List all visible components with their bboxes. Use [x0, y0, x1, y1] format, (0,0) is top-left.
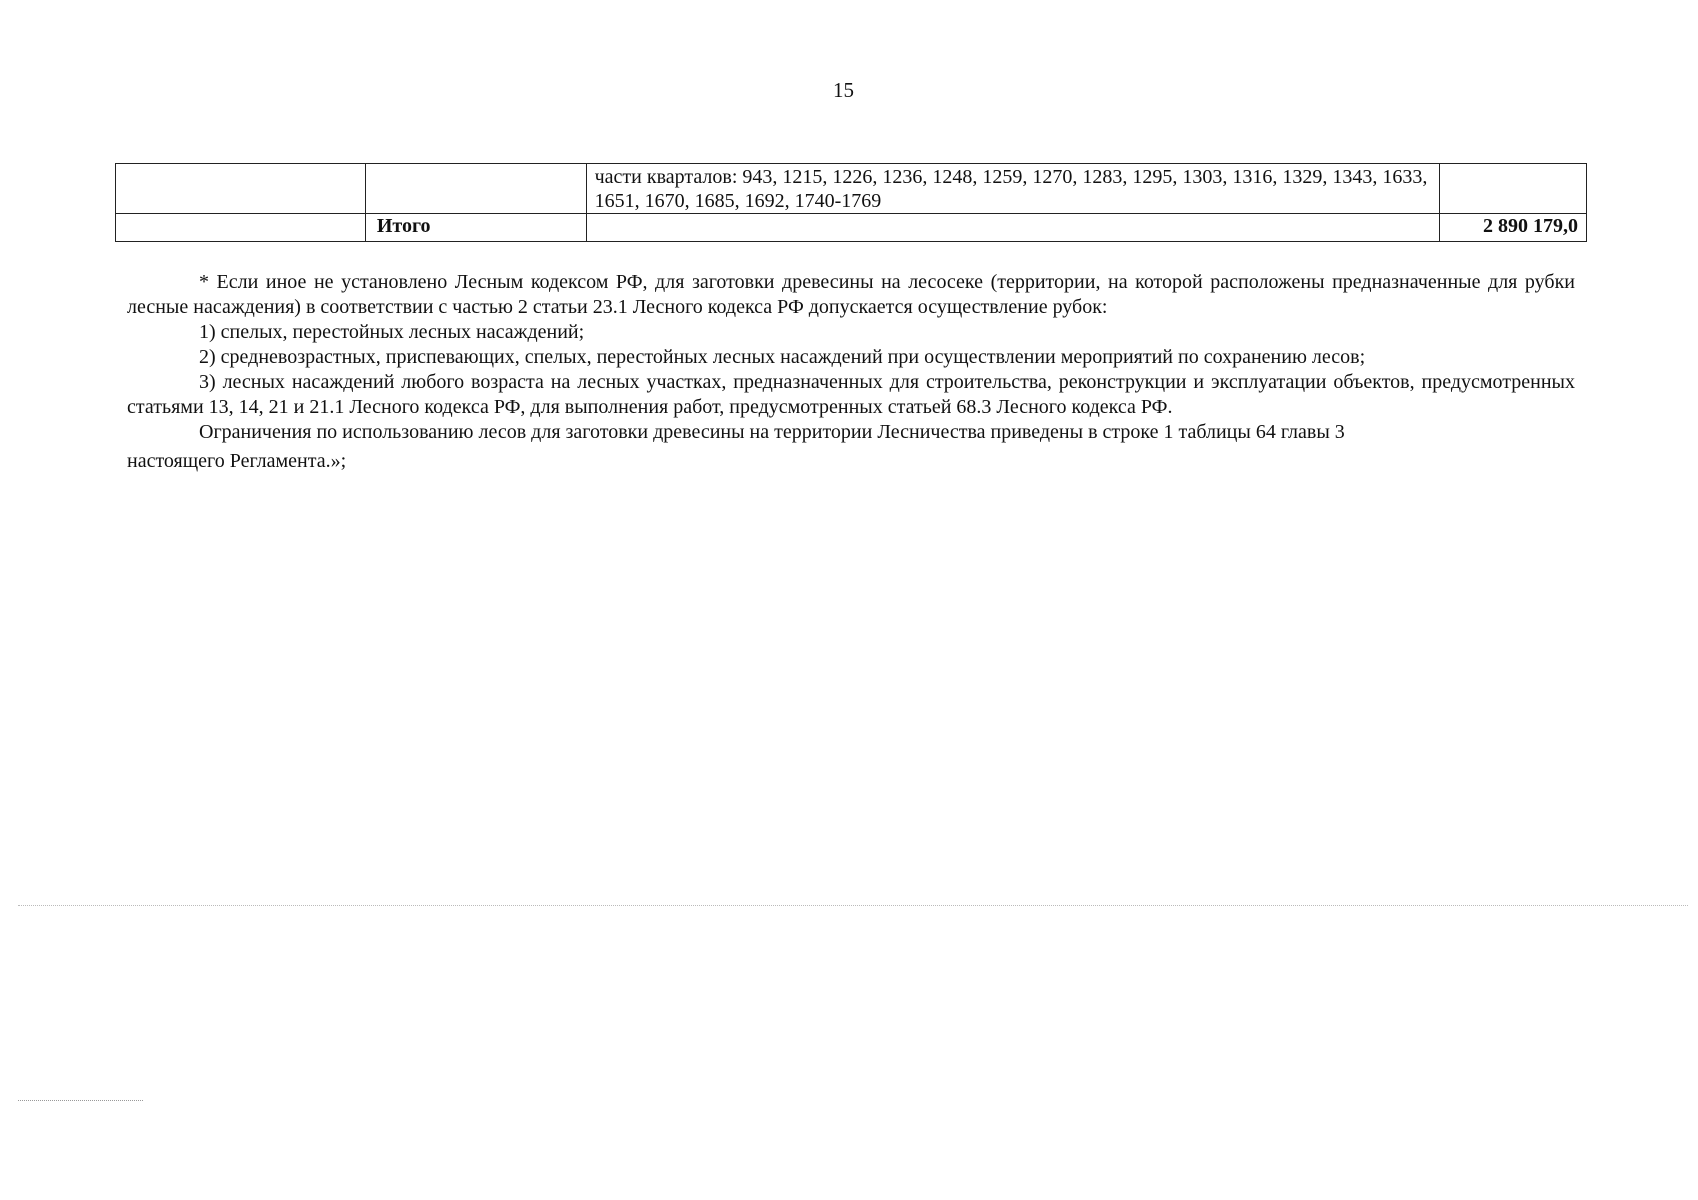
total-value: 2 890 179,0	[1440, 214, 1587, 242]
total-label: Итого	[365, 214, 586, 242]
table-cell-empty	[1440, 164, 1587, 214]
quarters-list-cell: части кварталов: 943, 1215, 1226, 1236, 1248, 1259, 1270, 1283, 1295, 1303, 1316, 1329, 1343, 1633, 1651, 1670, 1685, 1692, 1740-1769	[586, 164, 1440, 214]
restrictions-paragraph	[127, 420, 1575, 474]
footnote-item-3: 3) лесных насаждений любого возраста на лесных участках, предназначенных для строительства, реконструкции и эксплуатации объектов, предусмотренных статьями 13, 14, 21 и 21.1 Лесного кодекса РФ, для выполнения работ, предусмотренных статьей 68.3 Лесного кодекса РФ.	[127, 371, 1575, 418]
scan-artifact-line	[18, 1100, 143, 1101]
restrictions-closing: настоящего Регламента.»;	[127, 450, 347, 472]
scan-artifact-line	[18, 905, 1688, 906]
restrictions-text: Ограничения по использованию лесов для заготовки древесины на территории Лесничества приведены в строке 1 таблицы 64 главы 3	[199, 421, 1345, 443]
table-cell-empty	[116, 214, 366, 242]
footnote-paragraph: * Если иное не установлено Лесным кодексом РФ, для заготовки древесины на лесосеке (территории, на которой расположены предназначенные для рубки лесные насаждения) в соответствии с частью 2 статьи 23.1 Лесного кодекса РФ допускается осуществление рубок:	[127, 271, 1575, 318]
footnote-item-2: 2) средневозрастных, приспевающих, спелых, перестойных лесных насаждений при осуществлении мероприятий по сохранению лесов;	[199, 346, 1366, 368]
table-cell-empty	[116, 164, 366, 214]
footnote	[127, 270, 1575, 474]
quarters-table	[115, 163, 1587, 242]
page-number: 15	[833, 78, 854, 102]
table-cell-empty	[586, 214, 1440, 242]
table-row	[116, 164, 1587, 214]
table-cell-empty	[365, 164, 586, 214]
total-row	[116, 214, 1587, 242]
footnote-item-1: 1) спелых, перестойных лесных насаждений;	[199, 321, 585, 343]
